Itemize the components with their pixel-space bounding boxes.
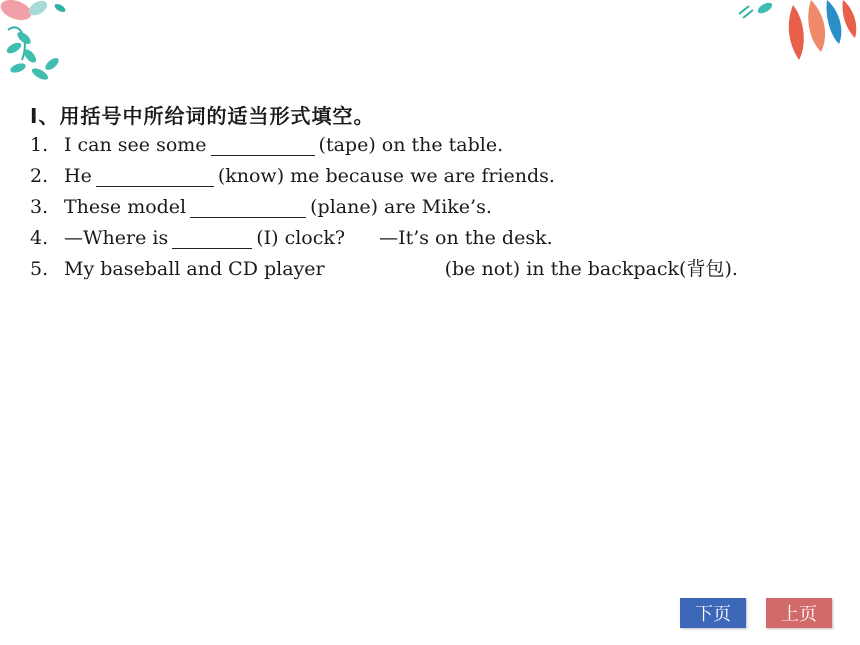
item-text-after: (know) me because we are friends.: [217, 165, 555, 187]
item-text-before: —Where is: [64, 227, 169, 249]
item-text-before: My baseball and CD player: [64, 258, 325, 280]
next-page-button[interactable]: 下页: [680, 598, 746, 628]
item-text-after: (be not) in the backpack(背包).: [444, 258, 738, 280]
item-text-before: I can see some: [64, 134, 207, 156]
leaf-decoration-icon: [735, 0, 860, 70]
item-text-before: These model: [64, 196, 187, 218]
item-text-after: (I) clock?: [256, 227, 346, 249]
previous-page-button[interactable]: 上页: [766, 598, 832, 628]
item-text-after: (tape) on the table.: [318, 134, 504, 156]
exercise-item: [30, 130, 850, 161]
exercise-list: [30, 130, 850, 285]
item-number: 4.: [30, 227, 49, 249]
answer-blank[interactable]: [96, 185, 214, 187]
answer-blank[interactable]: [211, 154, 315, 156]
item-text-after: (plane) are Mike’s.: [310, 196, 492, 218]
exercise-item: [30, 223, 850, 254]
exercise-title: Ⅰ、用括号中所给词的适当形式填空。: [30, 104, 375, 128]
floral-decoration-icon: [0, 0, 80, 92]
exercise-item: [30, 254, 850, 285]
item-number: 1.: [30, 134, 49, 156]
answer-blank[interactable]: [329, 278, 441, 280]
item-text-before: He: [64, 165, 92, 187]
item-answer-text: —It’s on the desk.: [379, 227, 553, 249]
item-number: 3.: [30, 196, 49, 218]
item-number: 2.: [30, 165, 49, 187]
exercise-item: [30, 192, 850, 223]
answer-blank[interactable]: [172, 247, 252, 249]
answer-blank[interactable]: [190, 216, 306, 218]
exercise-item: [30, 161, 850, 192]
item-number: 5.: [30, 258, 49, 280]
